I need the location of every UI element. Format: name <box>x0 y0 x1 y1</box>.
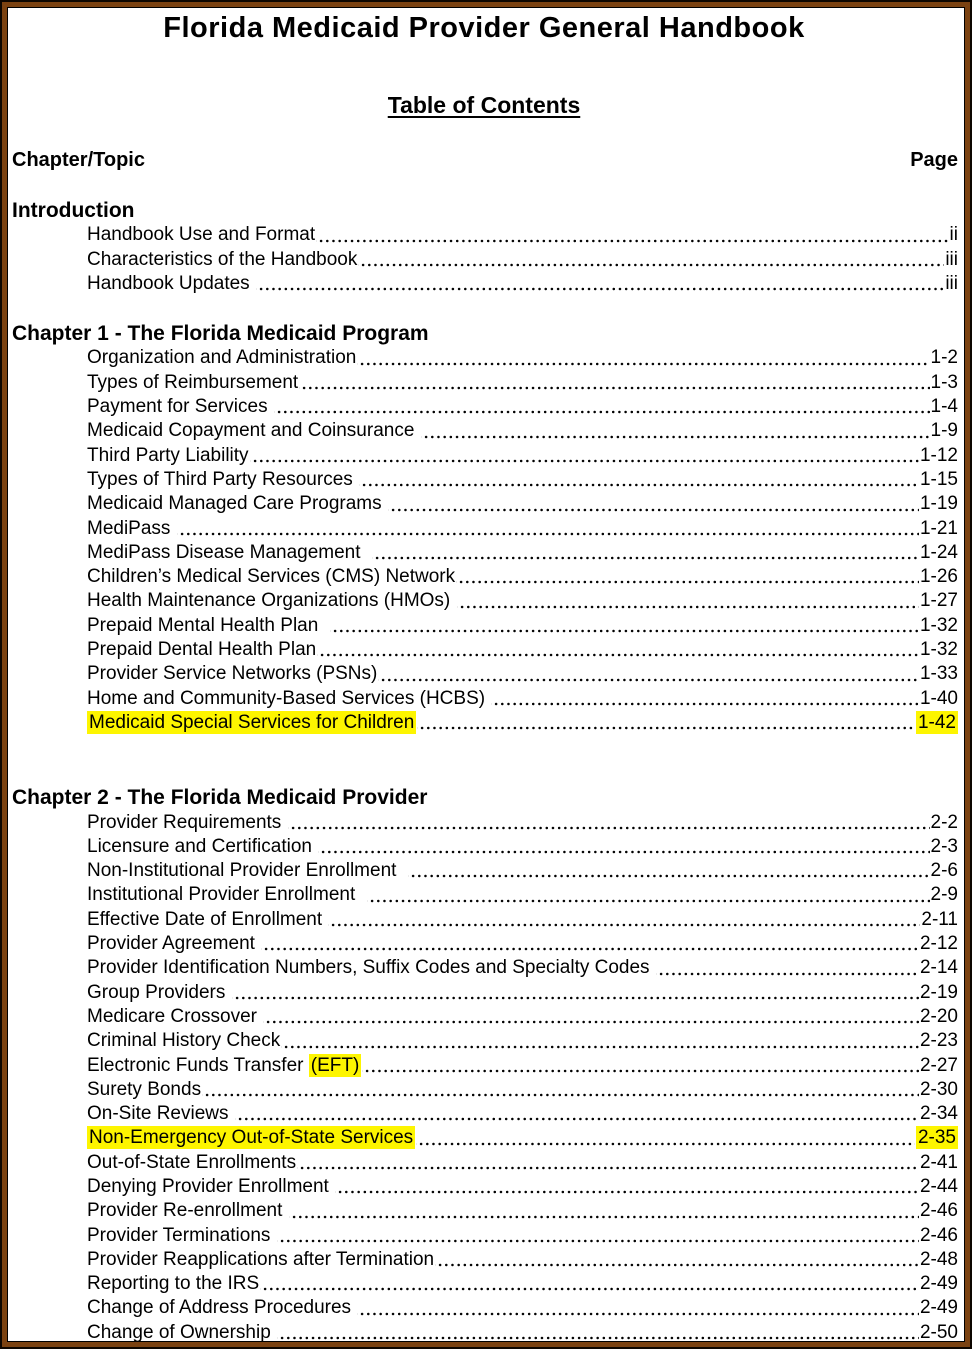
entry-page-number: 1-42 <box>917 711 956 733</box>
toc-entry <box>10 517 958 541</box>
entry-page-number: 2-48 <box>919 1248 958 1270</box>
dot-leader <box>378 662 919 686</box>
toc-section <box>10 322 958 735</box>
entry-title: Effective Date of Enrollment <box>87 908 328 930</box>
dot-leader <box>250 444 919 468</box>
dot-leader <box>457 589 919 613</box>
entry-page-number: 2-12 <box>919 933 958 955</box>
entry-title: Characteristics of the Handbook <box>87 248 358 270</box>
dot-leader <box>289 1199 919 1223</box>
entry-page-number: 1-21 <box>919 517 958 539</box>
entry-title: MediPass Disease Management <box>87 541 372 563</box>
dot-leader <box>318 835 929 859</box>
entry-title: Institutional Provider Enrollment <box>87 884 366 906</box>
entry-page-number: 1-27 <box>919 590 958 612</box>
dot-leader <box>202 1078 919 1102</box>
dot-leader <box>388 492 919 516</box>
entry-page-number: 2-41 <box>919 1151 958 1173</box>
dot-leader <box>328 908 920 932</box>
document-title: Florida Medicaid Provider General Handbook <box>163 12 805 44</box>
dot-leader <box>317 638 919 662</box>
dot-leader <box>358 248 944 272</box>
toc-entry <box>10 395 958 419</box>
dot-leader <box>260 1272 919 1296</box>
dot-leader <box>277 1224 919 1248</box>
entry-title: Third Party Liability <box>87 444 249 466</box>
entry-title: MediPass <box>87 517 176 539</box>
toc-entry <box>10 1078 958 1102</box>
toc-column-header <box>10 148 958 172</box>
dot-leader <box>435 1248 919 1272</box>
entry-page-number: 2-9 <box>930 884 958 906</box>
entry-title: Licensure and Certification <box>87 835 318 857</box>
toc-entry <box>10 1102 958 1126</box>
entry-page-number: 2-49 <box>919 1297 958 1319</box>
entry-title: Electronic Funds Transfer (EFT) <box>87 1054 360 1076</box>
entry-title: Types of Third Party Resources <box>87 468 359 490</box>
toc-entry <box>10 492 958 516</box>
entry-page-number: 2-20 <box>919 1005 958 1027</box>
entry-title: Denying Provider Enrollment <box>87 1175 335 1197</box>
dot-leader <box>357 346 929 370</box>
entry-title: Children’s Medical Services (CMS) Network <box>87 566 456 588</box>
entry-title: Provider Agreement <box>87 933 261 955</box>
entry-page-number: 2-30 <box>919 1078 958 1100</box>
toc-entry <box>10 859 958 883</box>
toc-entry <box>10 1005 958 1029</box>
dot-leader <box>274 395 930 419</box>
entry-title: Provider Terminations <box>87 1224 276 1246</box>
section-entries <box>10 346 958 735</box>
toc-title-text: Table of Contents <box>387 92 581 118</box>
toc-entry <box>10 468 958 492</box>
entry-page-number: iii <box>945 272 958 294</box>
dot-leader <box>491 687 919 711</box>
toc-entry <box>10 662 958 686</box>
entry-title: Non-Emergency Out-of-State Services <box>89 1127 414 1149</box>
entry-title: Surety Bonds <box>87 1078 202 1100</box>
entry-title: Provider Reapplications after Termination <box>87 1248 435 1270</box>
toc-entry <box>10 541 958 565</box>
entry-title: Out-of-State Enrollments <box>87 1151 297 1173</box>
toc-entry <box>10 346 958 370</box>
toc-entry <box>10 1272 958 1296</box>
dot-leader <box>261 932 919 956</box>
dot-leader <box>335 1175 919 1199</box>
entry-page-number: 2-14 <box>919 957 958 979</box>
toc-entry <box>10 908 958 932</box>
entry-page-number: 1-9 <box>930 420 958 442</box>
entry-title: Health Maintenance Organizations (HMOs) <box>87 590 456 612</box>
entry-page-number: 2-35 <box>917 1127 956 1149</box>
entry-title: Provider Service Networks (PSNs) <box>87 663 378 685</box>
toc-entry <box>10 1126 958 1150</box>
document-page <box>7 7 965 1342</box>
entry-page-number: 1-32 <box>919 639 958 661</box>
dot-leader <box>297 1151 919 1175</box>
column-chapter-topic: Chapter/Topic <box>12 149 145 171</box>
section-entries <box>10 811 958 1342</box>
toc-entry <box>10 932 958 956</box>
entry-title: Prepaid Dental Health Plan <box>87 639 317 661</box>
entry-page-number: iii <box>945 248 958 270</box>
toc-section <box>10 199 958 296</box>
entry-page-number: 1-3 <box>930 371 958 393</box>
toc-entry <box>10 1199 958 1223</box>
entry-page-number: ii <box>949 224 958 246</box>
entry-page-number: 2-3 <box>930 835 958 857</box>
toc-entry <box>10 711 958 735</box>
dot-leader <box>330 614 919 638</box>
toc-entry <box>10 1248 958 1272</box>
dot-leader <box>416 1126 915 1150</box>
entry-page-number: 2-19 <box>919 981 958 1003</box>
dot-leader <box>367 883 930 907</box>
toc-entry <box>10 638 958 662</box>
entry-title: Medicaid Special Services for Children <box>89 711 415 733</box>
dot-leader <box>357 1296 919 1320</box>
toc-entry <box>10 1296 958 1320</box>
entry-title: Payment for Services <box>87 396 273 418</box>
toc-entry <box>10 565 958 589</box>
toc-section <box>10 786 958 1342</box>
dot-leader <box>408 859 930 883</box>
entry-title: Criminal History Check <box>87 1030 281 1052</box>
dot-leader <box>456 565 919 589</box>
dot-leader <box>421 419 930 443</box>
entry-page-number: 2-44 <box>919 1175 958 1197</box>
dot-leader <box>232 981 919 1005</box>
dot-leader <box>359 468 919 492</box>
entry-title: Medicaid Managed Care Programs <box>87 493 387 515</box>
toc-entry <box>10 1321 958 1342</box>
entry-title: Prepaid Mental Health Plan <box>87 614 329 636</box>
entry-title: Provider Re-enrollment <box>87 1200 288 1222</box>
entry-page-number: 2-50 <box>919 1321 958 1342</box>
toc-sections <box>10 199 958 1342</box>
toc-entry <box>10 811 958 835</box>
toc-entry <box>10 883 958 907</box>
toc-entry <box>10 419 958 443</box>
entry-page-number: 2-46 <box>919 1224 958 1246</box>
entry-title: On-Site Reviews <box>87 1103 234 1125</box>
entry-page-number: 1-40 <box>919 687 958 709</box>
entry-page-number: 1-24 <box>919 541 958 563</box>
dot-leader <box>372 541 919 565</box>
toc-entry <box>10 956 958 980</box>
toc-entry <box>10 1224 958 1248</box>
dot-leader <box>235 1102 919 1126</box>
toc-entry <box>10 589 958 613</box>
toc-entry <box>10 272 958 296</box>
dot-leader <box>299 371 929 395</box>
dot-leader <box>316 223 948 247</box>
toc-entry <box>10 1175 958 1199</box>
toc-entry <box>10 835 958 859</box>
entry-title: Handbook Use and Format <box>87 224 316 246</box>
entry-page-number: 1-19 <box>919 493 958 515</box>
dot-leader <box>277 1321 919 1342</box>
entry-page-number: 1-33 <box>919 663 958 685</box>
entry-title: Non-Institutional Provider Enrollment <box>87 860 407 882</box>
toc-entry <box>10 614 958 638</box>
toc-entry <box>10 1029 958 1053</box>
entry-title: Home and Community-Based Services (HCBS) <box>87 687 491 709</box>
entry-page-number: 2-11 <box>921 908 958 930</box>
toc-entry <box>10 981 958 1005</box>
entry-page-number: 1-15 <box>919 468 958 490</box>
entry-title: Provider Requirements <box>87 811 287 833</box>
dot-leader <box>177 517 919 541</box>
dot-leader <box>263 1005 919 1029</box>
entry-title: Group Providers <box>87 981 231 1003</box>
entry-page-number: 2-27 <box>919 1054 958 1076</box>
section-heading: Chapter 1 - The Florida Medicaid Program <box>12 322 429 346</box>
toc-entry <box>10 1054 958 1078</box>
dot-leader <box>362 1054 919 1078</box>
entry-title: Provider Identification Numbers, Suffix Codes and Specialty Codes <box>87 957 655 979</box>
entry-title: Organization and Administration <box>87 347 357 369</box>
entry-page-number: 1-2 <box>930 347 958 369</box>
entry-title: Reporting to the IRS <box>87 1273 260 1295</box>
section-heading: Chapter 2 - The Florida Medicaid Provider <box>12 786 428 810</box>
toc-entry <box>10 444 958 468</box>
entry-page-number: 2-6 <box>930 860 958 882</box>
dot-leader <box>256 272 944 296</box>
toc-entry <box>10 687 958 711</box>
column-page: Page <box>910 149 958 171</box>
entry-title: Handbook Updates <box>87 272 255 294</box>
entry-page-number: 2-49 <box>919 1273 958 1295</box>
entry-page-number: 1-32 <box>919 614 958 636</box>
section-heading: Introduction <box>12 199 135 222</box>
dot-leader <box>656 956 919 980</box>
entry-page-number: 1-4 <box>930 396 958 418</box>
entry-page-number: 2-34 <box>919 1103 958 1125</box>
toc-entry <box>10 248 958 272</box>
entry-title: Medicare Crossover <box>87 1005 263 1027</box>
dot-leader <box>288 811 930 835</box>
toc-entry <box>10 223 958 247</box>
entry-page-number: 2-46 <box>919 1200 958 1222</box>
dot-leader <box>417 711 915 735</box>
toc-entry <box>10 371 958 395</box>
entry-title: Change of Ownership <box>87 1321 277 1342</box>
entry-page-number: 1-26 <box>919 566 958 588</box>
section-entries <box>10 223 958 296</box>
entry-page-number: 2-2 <box>930 811 958 833</box>
entry-title: Medicaid Copayment and Coinsurance <box>87 420 420 442</box>
entry-title: Change of Address Procedures <box>87 1297 357 1319</box>
entry-page-number: 1-12 <box>919 444 958 466</box>
toc-entry <box>10 1151 958 1175</box>
entry-title: Types of Reimbursement <box>87 371 299 393</box>
toc-title <box>10 91 958 119</box>
entry-page-number: 2-23 <box>919 1030 958 1052</box>
dot-leader <box>281 1029 919 1053</box>
